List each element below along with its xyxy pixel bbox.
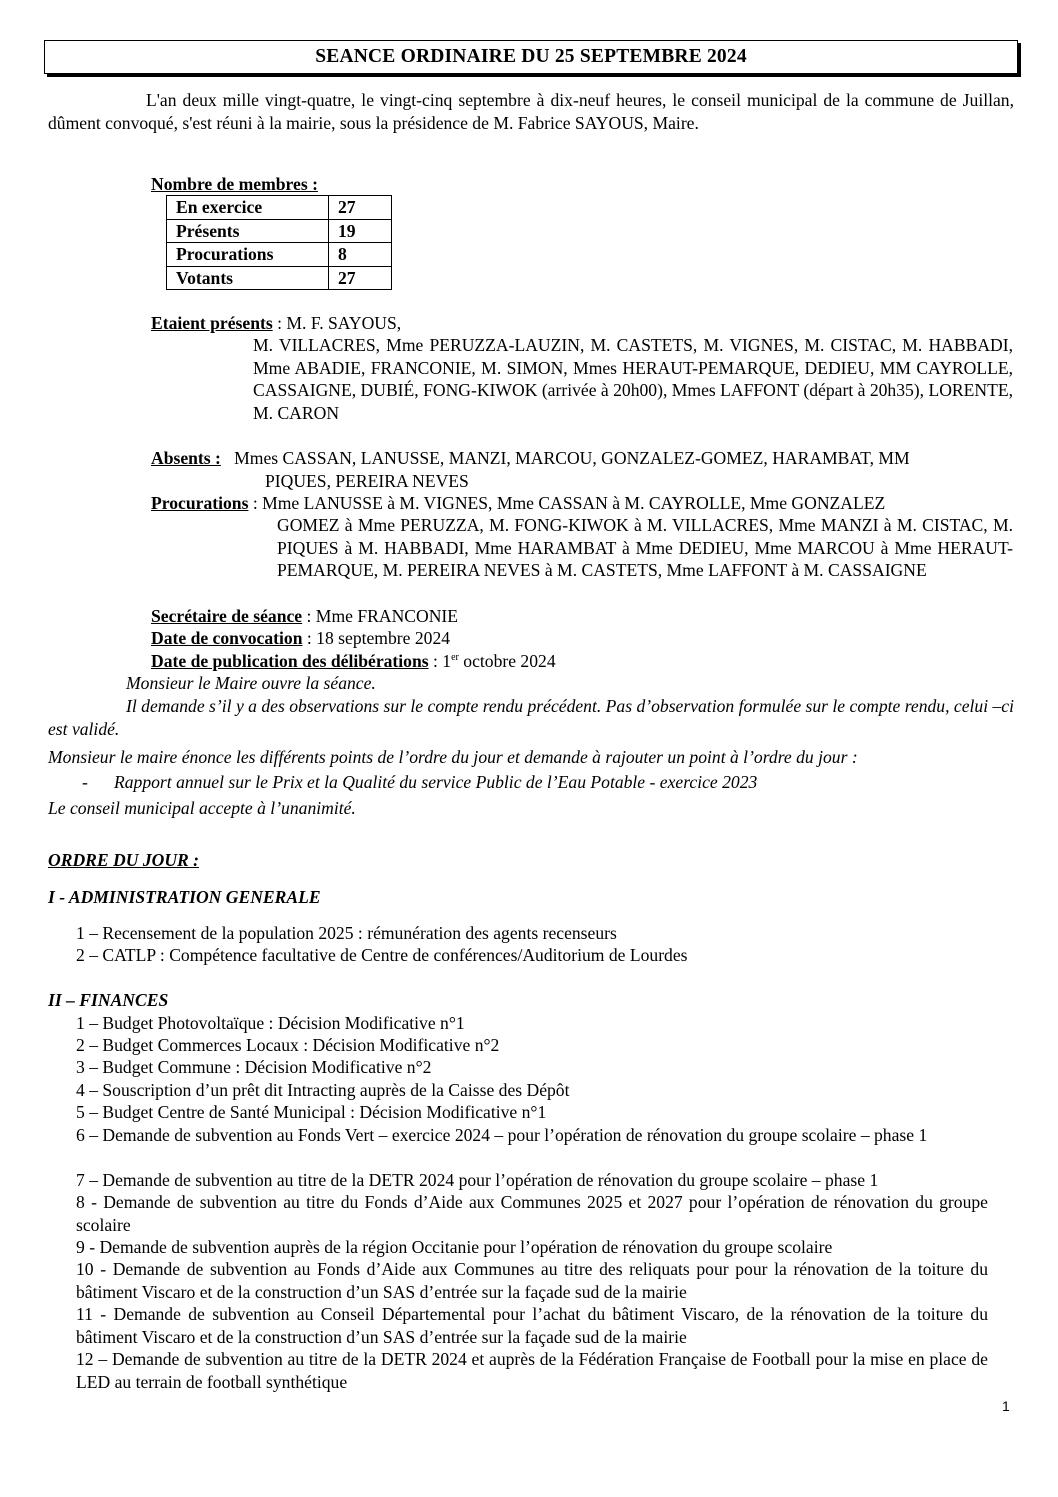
presents-first: : M. F. SAYOUS,	[272, 313, 402, 333]
convocation-label: Date de convocation	[151, 628, 303, 648]
procurations-label: Procurations	[151, 493, 249, 513]
secretaire-value: : Mme FRANCONIE	[302, 606, 459, 626]
table-row	[167, 219, 392, 243]
members-row-value: 27	[329, 196, 392, 220]
page-title: SEANCE ORDINAIRE DU 25 SEPTEMBRE 2024	[44, 40, 1018, 74]
admin-heading: I - ADMINISTRATION GENERALE	[48, 887, 321, 907]
publication-value: : 1	[428, 651, 452, 671]
list-item: 9 - Demande de subvention auprès de la région Occitanie pour l’opération de rénovation du groupe scolaire	[76, 1237, 833, 1257]
bullet-dash: -	[82, 772, 88, 792]
list-item: 6 – Demande de subvention au Fonds Vert – exercice 2024 – pour l’opération de rénovation du groupe scolaire – phase 1	[76, 1125, 928, 1145]
list-item: 1 – Recensement de la population 2025 : rémunération des agents recenseurs	[76, 923, 617, 943]
intro-paragraph	[48, 89, 1014, 134]
observations-text: Il demande s’il y a des observations sur le compte rendu précédent. Pas d’observation formulée sur le compte rendu, celui –ci est validé.	[48, 696, 1014, 739]
procurations-list: GOMEZ à Mme PERUZZA, M. FONG-KIWOK à M. VILLACRES, Mme MANZI à M. CISTAC, M. PIQUES à M. HABBADI, Mme HARAMBAT à Mme DEDIEU, Mme MARCOU à Mme HERAUT-PEMARQUE, M. PEREIRA NEVES à M. CASTETS, Mme LAFFONT à M. CASSAIGNE	[277, 515, 1013, 580]
members-row-label: En exercice	[167, 196, 329, 220]
table-row	[167, 266, 392, 290]
publication-value-end: octobre 2024	[458, 651, 556, 671]
convocation-value: : 18 septembre 2024	[302, 628, 451, 648]
convocation-line	[151, 627, 450, 650]
table-row	[167, 243, 392, 267]
intro-text: L'an deux mille vingt-quatre, le vingt-cinq septembre à dix-neuf heures, le conseil municipal de la commune de Juillan, dûment convoqué, s'est réuni à la mairie, sous la présidence de M. Fabrice SAYOUS, Maire.	[48, 90, 1014, 133]
list-item: 1 – Budget Photovoltaïque : Décision Modificative n°1	[76, 1013, 465, 1033]
list-item: 3 – Budget Commune : Décision Modificative n°2	[76, 1057, 432, 1077]
list-item: 10 - Demande de subvention au Fonds d’Aide aux Communes au titre des reliquats pour pour la rénovation de la toiture du bâtiment Viscaro et de la construction d’un SAS d’entrée sur la façade sud de la mairie	[76, 1259, 988, 1302]
procurations-first: : Mme LANUSSE à M. VIGNES, Mme CASSAN à M. CAYROLLE, Mme GONZALEZ	[248, 493, 886, 513]
presents-label: Etaient présents	[151, 313, 273, 333]
members-table	[166, 195, 392, 290]
enonce-text: Monsieur le maire énonce les différents points de l’ordre du jour et demande à rajouter un point à l’ordre du jour :	[48, 747, 858, 767]
opening-text: Monsieur le Maire ouvre la séance.	[126, 673, 376, 693]
absents-label: Absents :	[151, 448, 221, 468]
list-item: 12 – Demande de subvention au titre de la DETR 2024 et auprès de la Fédération Française de Football pour la mise en place de LED au terrain de football synthétique	[76, 1349, 988, 1392]
members-row-value: 19	[329, 219, 392, 243]
added-point: Rapport annuel sur le Prix et la Qualité du service Public de l’Eau Potable - exercice 2023	[114, 772, 758, 792]
members-row-value: 27	[329, 266, 392, 290]
absents-line2: PIQUES, PEREIRA NEVES	[265, 471, 469, 491]
publication-line	[151, 650, 556, 673]
members-row-value: 8	[329, 243, 392, 267]
table-row	[167, 196, 392, 220]
list-item: 2 – Budget Commerces Locaux : Décision Modificative n°2	[76, 1035, 500, 1055]
list-item: 8 - Demande de subvention au titre du Fonds d’Aide aux Communes 2025 et 2027 pour l’opération de rénovation du groupe scolaire	[76, 1192, 988, 1235]
secretaire-label: Secrétaire de séance	[151, 606, 303, 626]
presents-line	[151, 312, 401, 335]
ordre-heading: ORDRE DU JOUR :	[48, 850, 200, 870]
list-item: 4 – Souscription d’un prêt dit Intracting auprès de la Caisse des Dépôt	[76, 1080, 570, 1100]
list-item: 5 – Budget Centre de Santé Municipal : Décision Modificative n°1	[76, 1102, 547, 1122]
members-row-label: Votants	[167, 266, 329, 290]
publication-sup: er	[451, 652, 459, 664]
members-row-label: Présents	[167, 219, 329, 243]
absents-line	[151, 447, 1013, 470]
list-item: 11 - Demande de subvention au Conseil Départemental pour l’achat du bâtiment Viscaro, de la rénovation de la toiture du bâtiment Viscaro et de la construction d’un SAS d’entrée sur la façade sud de la mairie	[76, 1304, 988, 1347]
members-row-label: Procurations	[167, 243, 329, 267]
secretaire-line	[151, 605, 458, 628]
list-item: 2 – CATLP : Compétence facultative de Centre de conférences/Auditorium de Lourdes	[76, 945, 688, 965]
presents-list: M. VILLACRES, Mme PERUZZA-LAUZIN, M. CASTETS, M. VIGNES, M. CISTAC, M. HABBADI, Mme ABADIE, FRANCONIE, M. SIMON, Mmes HERAUT-PEMARQUE, DEDIEU, MM CAYROLLE, CASSAIGNE, DUBIÉ, FONG-KIWOK (arrivée à 20h00), Mmes LAFFONT (départ à 20h35), LORENTE, M. CARON	[253, 335, 1013, 423]
list-item: 7 – Demande de subvention au titre de la DETR 2024 pour l’opération de rénovation du groupe scolaire – phase 1	[76, 1170, 879, 1190]
page-number: 1	[1002, 1398, 1010, 1414]
absents-line1: Mmes CASSAN, LANUSSE, MANZI, MARCOU, GONZALEZ-GOMEZ, HARAMBAT, MM	[234, 448, 910, 468]
members-label: Nombre de membres :	[151, 174, 318, 194]
publication-label: Date de publication des délibérations	[151, 651, 429, 671]
procurations-line	[151, 492, 1013, 515]
accepte-text: Le conseil municipal accepte à l’unanimité.	[48, 798, 356, 818]
finances-heading: II – FINANCES	[48, 990, 169, 1010]
